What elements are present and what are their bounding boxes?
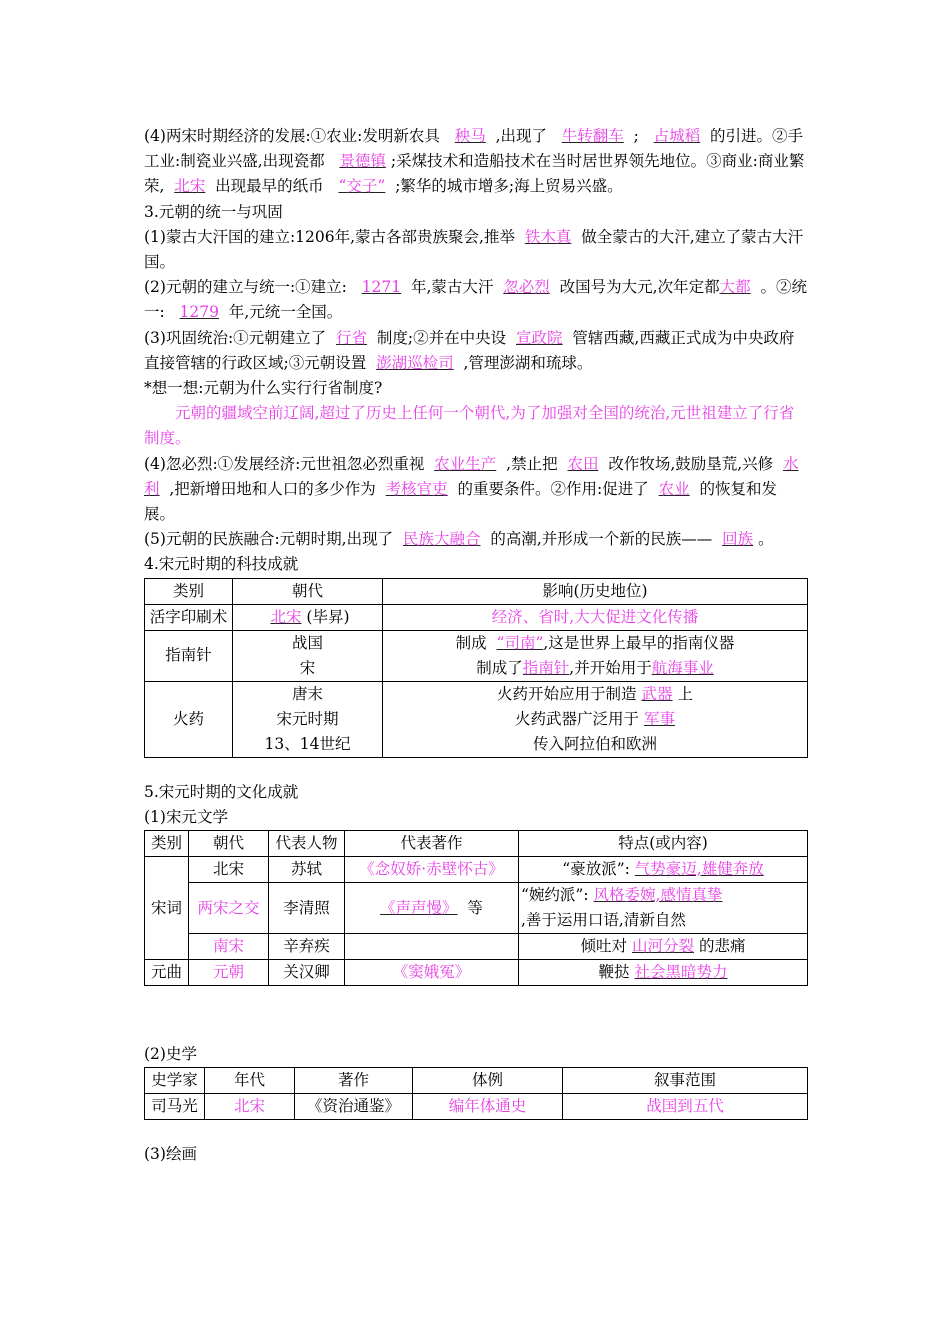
- table-row: [145, 883, 808, 934]
- table-cell: 南宋: [189, 934, 269, 960]
- text: 上: [677, 684, 693, 703]
- table-cell: [345, 934, 519, 960]
- answer-blank: 水利: [144, 454, 799, 498]
- table-cell: 经济、省时,大大促进文化传播: [383, 604, 808, 630]
- text: 年,元统一全国。: [228, 303, 343, 322]
- section-5-title: 5.宋元时期的文化成就: [144, 782, 299, 801]
- subsection-painting: (3)绘画: [144, 1145, 197, 1164]
- text: 的引进。②手工业:制瓷业兴盛,出现瓷都: [144, 127, 804, 171]
- table-cell: 李清照: [269, 883, 345, 934]
- table-cell: [519, 934, 808, 960]
- table-row: [145, 934, 808, 960]
- text: ,禁止把: [506, 454, 558, 473]
- table-header-cell: 类别: [145, 831, 189, 857]
- text: 。②统一:: [144, 278, 807, 322]
- answer-blank: 北宋: [270, 607, 302, 626]
- answer-blank: 宣政院: [516, 328, 563, 347]
- answer-blank: 占城稻: [653, 127, 701, 145]
- table-header-cell: 叙事范围: [563, 1068, 808, 1094]
- table-cell: [233, 681, 383, 757]
- table-cell: 辛弃疾: [269, 934, 345, 960]
- table-cell: 火药: [145, 681, 233, 757]
- text: 13、14世纪: [264, 734, 351, 753]
- table-header-cell: 类别: [145, 578, 233, 604]
- answer-blank: 民族大融合: [402, 530, 481, 549]
- answer-blank: 武器: [641, 684, 673, 703]
- table-cell: [345, 883, 519, 934]
- table-cell: [233, 630, 383, 681]
- table-row: [145, 630, 808, 681]
- table-cell: [383, 681, 808, 757]
- text: 制成: [455, 633, 487, 652]
- answer-blank: 1279: [179, 303, 219, 322]
- text: 改作牧场,鼓励垦荒,兴修: [608, 454, 774, 473]
- yuan-item-2: [144, 275, 808, 325]
- think-answer: 元朝的疆域空前辽阔,超过了历史上任何一个朝代,为了加强对全国的统治,元世祖建立了行省制度。: [144, 404, 795, 448]
- answer-blank: 北宋: [174, 177, 206, 196]
- answer-blank: 铁木真: [524, 227, 572, 246]
- table-cell: 《窦娥冤》: [345, 960, 519, 986]
- answer-blank: 1271: [361, 278, 402, 297]
- table-cell: 苏轼: [269, 857, 345, 883]
- table-header-cell: 体例: [413, 1068, 563, 1094]
- text: 出现最早的纸币: [215, 177, 324, 196]
- table-header-cell: 代表著作: [345, 831, 519, 857]
- cell-line: [385, 682, 805, 707]
- answer-blank: 农业生产: [434, 454, 497, 473]
- text: “婉约派”:: [521, 886, 589, 905]
- answer-blank: 秧马: [454, 127, 486, 145]
- table-cell: [519, 883, 808, 934]
- cell-line: 传入阿拉伯和欧洲: [532, 734, 657, 753]
- answer-blank: “司南”: [496, 633, 544, 652]
- subsection-literature: (1)宋元文学: [144, 807, 228, 826]
- answer-blank: 军事: [643, 709, 675, 728]
- text: 制成了: [476, 658, 523, 677]
- text: 做全蒙古的大汗,建立了蒙古大汗国。: [144, 227, 804, 272]
- text: 的高潮,并形成一个新的民族——: [490, 530, 713, 549]
- cell-line: ,善于运用口语,清新自然: [521, 911, 686, 930]
- text: 倾吐对: [580, 937, 628, 956]
- table-header-cell: 史学家: [145, 1068, 205, 1094]
- text: 鞭挞: [598, 963, 630, 982]
- answer-blank: 社会黑暗势力: [634, 963, 728, 982]
- answer-blank: 指南针: [522, 658, 570, 677]
- text: 年,蒙古大汗: [411, 278, 494, 297]
- answer-blank: 牛转翻车: [561, 127, 624, 145]
- text: (5)元朝的民族融合:元朝时期,出现了: [144, 530, 394, 549]
- yuan-item-4: [144, 452, 808, 528]
- text: ,管理澎湖和琉球。: [463, 353, 593, 372]
- table-cell: 指南针: [145, 630, 233, 681]
- table-cell: 编年体通史: [413, 1094, 563, 1120]
- table-header-cell: 代表人物: [269, 831, 345, 857]
- table-header-row: [145, 578, 808, 604]
- text: 的悲痛: [698, 937, 746, 956]
- literature-table: [144, 830, 808, 986]
- table-header-cell: 朝代: [233, 578, 383, 604]
- table-cell: [233, 604, 383, 630]
- yuan-item-1: [144, 225, 808, 275]
- table-cell: 活字印刷术: [145, 604, 233, 630]
- text: “豪放派”:: [562, 860, 630, 879]
- text: ;繁华的城市增多;海上贸易兴盛。: [395, 177, 623, 196]
- answer-blank: 航海事业: [651, 658, 714, 677]
- section-3-title: 3.元朝的统一与巩固: [144, 202, 283, 221]
- table-header-cell: 著作: [295, 1068, 413, 1094]
- table-header-cell: 年代: [205, 1068, 295, 1094]
- history-table: [144, 1067, 808, 1120]
- text: 的重要条件。②作用:促进了: [457, 479, 649, 498]
- cell-line: [385, 631, 805, 656]
- spacer: [144, 986, 808, 1042]
- table-header-cell: 影响(历史地位): [383, 578, 808, 604]
- text: ;: [633, 127, 639, 145]
- table-cell: 关汉卿: [269, 960, 345, 986]
- text: 战国: [291, 633, 323, 652]
- subsection-history: (2)史学: [144, 1045, 197, 1064]
- answer-blank: 景德镇: [339, 152, 386, 171]
- table-cell: 《资治通鉴》: [295, 1094, 413, 1120]
- text: 唐末: [291, 684, 323, 703]
- text: 管辖西藏,西藏正式成为中央政府直接管辖的行政区域;③元朝设置: [144, 328, 795, 372]
- spacer: [144, 1120, 808, 1142]
- answer-blank: 风格委婉,感情真挚: [593, 886, 723, 905]
- spacer: [144, 758, 808, 780]
- text: ,并开始用于: [569, 658, 652, 677]
- answer-blank: “交子”: [338, 177, 386, 196]
- answer-blank: 农田: [567, 454, 599, 473]
- text: ,这是世界上最早的指南仪器: [543, 633, 735, 652]
- table-row: [145, 1094, 808, 1120]
- answer-blank: 澎湖巡检司: [376, 353, 454, 372]
- table-cell: [519, 857, 808, 883]
- answer-blank: 大都: [719, 278, 751, 297]
- table-header-cell: 特点(或内容): [519, 831, 808, 857]
- table-cell: 两宋之交: [189, 883, 269, 934]
- section-4-title: 4.宋元时期的科技成就: [144, 555, 299, 574]
- econ-paragraph: [144, 124, 808, 200]
- table-cell: 战国到五代: [563, 1094, 808, 1120]
- text: (毕昇): [306, 607, 350, 626]
- text: (2)元朝的建立与统一:①建立:: [144, 278, 347, 297]
- answer-blank: 忽必烈: [503, 278, 550, 297]
- table-cell: [519, 960, 808, 986]
- tech-achievements-table: [144, 578, 808, 758]
- table-cell: 元曲: [145, 960, 189, 986]
- text: 改国号为大元,次年定都: [559, 278, 720, 297]
- table-cell: 北宋: [189, 857, 269, 883]
- text: 火药武器广泛用于: [515, 709, 640, 728]
- text: 宋: [299, 658, 316, 677]
- yuan-item-5: [144, 527, 808, 552]
- table-cell: [383, 630, 808, 681]
- table-cell: 元朝: [189, 960, 269, 986]
- text: 制度;②并在中央设: [376, 328, 507, 347]
- text: 。: [758, 530, 774, 549]
- table-header-row: [145, 1068, 808, 1094]
- yuan-item-3: [144, 326, 808, 376]
- cell-line: [385, 707, 805, 732]
- table-header-row: [145, 831, 808, 857]
- table-row: [145, 681, 808, 757]
- text: ;采煤技术和造船技术在当时居世界领先地位。③商业:商业繁荣,: [144, 152, 805, 196]
- table-header-cell: 朝代: [189, 831, 269, 857]
- answer-blank: 气势豪迈,雄健奔放: [634, 860, 764, 879]
- text: (4)忽必烈:①发展经济:元世祖忽必烈重视: [144, 454, 425, 473]
- table-cell: 《念奴娇·赤壁怀古》: [345, 857, 519, 883]
- text: (4)两宋时期经济的发展:①农业:发明新农具: [144, 127, 440, 145]
- table-cell: 宋词: [145, 857, 189, 960]
- think-question: *想一想:元朝为什么实行行省制度?: [144, 379, 383, 398]
- table-row: [145, 960, 808, 986]
- table-row: [145, 604, 808, 630]
- table-row: [145, 857, 808, 883]
- answer-blank: 山河分裂: [631, 937, 694, 956]
- cell-line: [385, 656, 805, 681]
- answer-blank: 考核官吏: [385, 479, 448, 498]
- document-body: [144, 124, 808, 1167]
- cell-line: [521, 883, 805, 908]
- text: 等: [467, 898, 483, 917]
- text: (3)巩固统治:①元朝建立了: [144, 328, 327, 347]
- answer-blank: 行省: [336, 328, 368, 347]
- answer-blank: 农业: [658, 479, 690, 498]
- table-cell: 司马光: [145, 1094, 205, 1120]
- text: ,把新增田地和人口的多少作为: [169, 479, 376, 498]
- answer-blank: 回族: [722, 530, 754, 549]
- text: (1)蒙古大汗国的建立:1206年,蒙古各部贵族聚会,推举: [144, 227, 515, 246]
- text: 的恢复和发展。: [144, 479, 778, 524]
- text: ,出现了: [495, 127, 547, 145]
- answer-blank: 《声声慢》: [380, 898, 458, 917]
- table-cell: 北宋: [205, 1094, 295, 1120]
- text: 火药开始应用于制造: [497, 684, 637, 703]
- text: 宋元时期: [276, 709, 339, 728]
